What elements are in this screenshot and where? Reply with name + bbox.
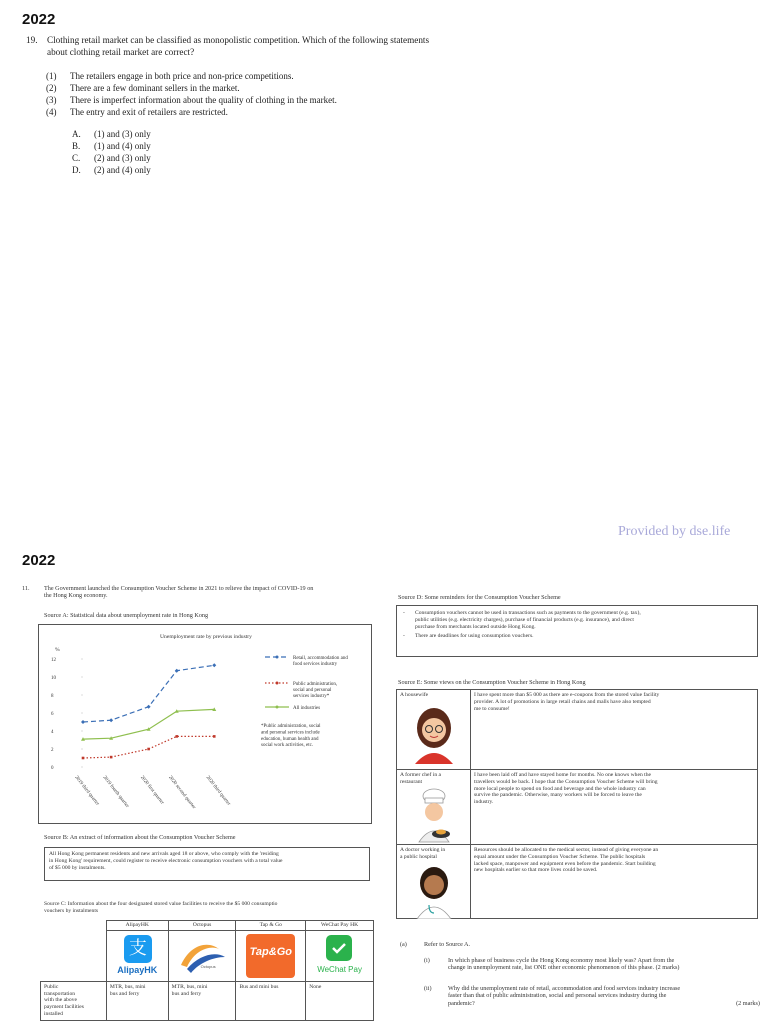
- part-a-ii-line: faster than that of public administration, social and personal services industry during the: [448, 992, 667, 1000]
- header-octopus: Octopus: [168, 921, 236, 931]
- part-a-i-line: In which phase of business cycle the Hong Kong economy most likely was? Apart from the: [448, 957, 675, 964]
- source-d-line: public utilities (e.g. electricity charges), purchase of financial products (e.g. insurance), and direct: [415, 616, 634, 623]
- series-line-2: [83, 709, 214, 739]
- statement-4: [46, 107, 228, 118]
- y-tick-label: 4: [51, 730, 54, 735]
- y-tick-label: 0: [51, 766, 54, 771]
- x-tick-label: 2019 third quarter: [73, 775, 100, 807]
- legend-label-2: All industries: [293, 706, 321, 711]
- question-stem-line2: about clothing retail market are correct?: [47, 46, 195, 57]
- option-text: (2) and (4) only: [94, 165, 151, 175]
- option-text: (1) and (4) only: [94, 141, 151, 151]
- data-point: [82, 757, 85, 760]
- y-tick-label: 12: [51, 658, 56, 663]
- question-11-intro: [22, 585, 382, 600]
- data-point: [175, 669, 179, 673]
- data-point: [109, 718, 113, 722]
- source-d-line: There are deadlines for using consumption vouchers.: [415, 633, 534, 640]
- legend-marker-0: [276, 656, 279, 659]
- source-b-line1: All Hong Kong permanent residents and new arrivals aged 18 or above, who comply with the 'residing: [49, 851, 279, 857]
- cell-octopus: [168, 981, 236, 1020]
- question-stem-line1: Clothing retail market can be classified as monopolistic competition. Which of the following statements: [47, 35, 430, 45]
- view-line: provider. A lot of promotions in large retail chains and malls have also tempted: [474, 698, 651, 705]
- row-label-line: Public: [44, 983, 59, 990]
- source-c-title-line1: Source C: Information about the four designated stored value facilities to receive the $5 000 consumptio: [44, 901, 278, 907]
- alipay-logo-text: AlipayHK: [117, 964, 158, 975]
- data-point: [175, 735, 178, 738]
- statement-text: There is imperfect information about the quality of clothing in the market.: [70, 95, 337, 105]
- source-e-who-chef: [397, 770, 471, 845]
- part-a-i-number: (i): [424, 957, 430, 964]
- row-label-line: transportation: [44, 990, 76, 997]
- statement-2: [46, 83, 240, 94]
- data-point: [212, 663, 216, 667]
- series-line-0: [83, 665, 214, 722]
- source-d-box: [396, 605, 758, 657]
- cell-alipay: [106, 981, 168, 1020]
- octopus-logo-cell: [168, 930, 236, 981]
- view-line: more local people to spend on food and beverage and the whole industry can: [474, 785, 646, 792]
- source-d-title: Source D: Some reminders for the Consumption Voucher Scheme: [398, 594, 561, 601]
- part-a-i-line: change in unemployment rate, list ONE other economic phenomenon of this phase. (2 marks): [448, 964, 680, 972]
- tapgo-logo-text: Tap&Go: [249, 945, 292, 958]
- chart-footnote-line: education, human health and: [261, 736, 319, 742]
- statement-3: [46, 95, 337, 106]
- source-d-item-1: [403, 610, 751, 630]
- data-point: [81, 720, 85, 724]
- source-c-table: [40, 920, 374, 1021]
- option-text: (1) and (3) only: [94, 129, 151, 139]
- source-b-line2: in Hong Kong' requirement, could register to receive electronic consumption vouchers with a total value: [49, 857, 283, 864]
- part-a-ii-line: pandemic?: [448, 999, 475, 1007]
- statement-text: There are a few dominant sellers in the market.: [70, 83, 240, 93]
- cell-line: None: [309, 983, 322, 990]
- wechat-logo-icon: [326, 935, 352, 961]
- chart-footnote-line: *Public administration, social: [261, 724, 321, 729]
- source-d-line: Consumption vouchers cannot be used in transactions such as payments to the government (e.g. tax),: [415, 610, 641, 616]
- cell-line: MTR, bus, mini: [109, 983, 146, 990]
- part-a-ii-last-line: [448, 1000, 760, 1007]
- wechat-logo-cell: [306, 930, 374, 981]
- y-tick-label: 10: [51, 676, 56, 681]
- row-label-line: with the above: [44, 997, 77, 1004]
- chart-footnote-line: and personal services include: [261, 730, 320, 736]
- series-line-1: [83, 736, 214, 758]
- source-e-who-doctor: [397, 845, 471, 919]
- question-19: [26, 35, 496, 58]
- cell-wechat: [306, 981, 374, 1020]
- doctor-avatar-icon: [409, 861, 459, 919]
- question-number: 19.: [26, 35, 38, 45]
- tapgo-logo-icon: [246, 934, 295, 978]
- statement-number: (1): [46, 71, 57, 81]
- source-e-view-chef: [471, 770, 758, 845]
- cell-line: Bus and mini bus: [239, 983, 279, 990]
- y-axis-label: %: [55, 647, 60, 653]
- unemployment-chart: [39, 625, 373, 825]
- source-e-who-housewife: [397, 690, 471, 770]
- statement-number: (3): [46, 95, 57, 105]
- data-point: [110, 756, 113, 759]
- view-line: I have been laid off and have stayed home for months. No one knows when the: [474, 772, 651, 778]
- option-text: (2) and (3) only: [94, 153, 151, 163]
- legend-marker-2: [276, 706, 279, 709]
- view-line: survive the pandemic. Otherwise, many workers will be forced to leave the: [474, 792, 642, 799]
- view-line: travellers would be back. I hope that the Consumption Voucher Scheme will bring: [474, 778, 658, 785]
- housewife-avatar-icon: [409, 702, 459, 764]
- source-e-table: [396, 689, 758, 919]
- source-c-title: [44, 901, 374, 915]
- intro-line2: the Hong Kong economy.: [44, 592, 108, 600]
- statement-text: The entry and exit of retailers are restricted.: [70, 107, 228, 117]
- tapgo-logo-cell: [236, 930, 306, 981]
- source-e-view-doctor: [471, 845, 758, 919]
- statement-number: (4): [46, 107, 57, 117]
- watermark: Provided by dse.life: [618, 524, 731, 539]
- source-c-title-line2: vouchers by instalments: [44, 907, 99, 914]
- cell-line: bus and ferry: [109, 990, 140, 997]
- cell-line: bus and ferry: [171, 990, 202, 997]
- who-line: A former chef in a: [400, 772, 442, 778]
- view-line: new hospitals earlier so that more lives could be saved.: [474, 867, 598, 874]
- who-line: restaurant: [400, 778, 423, 785]
- header-wechat: WeChat Pay HK: [306, 921, 374, 931]
- part-a-ii-marks: (2 marks): [736, 999, 760, 1007]
- part-a-intro: Refer to Source A.: [424, 941, 471, 948]
- part-a-ii-text: [448, 985, 760, 1007]
- view-line: I have spent more than $5 000 as there are e-coupons from the stored value facility: [474, 692, 660, 698]
- legend-marker-1: [276, 682, 279, 685]
- y-tick-label: 8: [51, 694, 54, 699]
- data-point: [147, 748, 150, 751]
- question-11-number: 11.: [22, 585, 30, 592]
- row-label-line: installed: [44, 1010, 63, 1017]
- option-d[interactable]: [72, 165, 151, 176]
- row-label-public-transport: [41, 981, 107, 1020]
- chart-title: Unemployment rate by previous industry: [160, 634, 252, 640]
- chart-footnote-line: social work activities, etc.: [261, 743, 314, 749]
- cell-tapgo: [236, 981, 306, 1020]
- source-e-view-housewife: [471, 690, 758, 770]
- page2-year: 2022: [22, 552, 56, 569]
- page1-year: 2022: [22, 11, 56, 28]
- data-point: [147, 705, 151, 709]
- row-label-line: payment facilities: [44, 1004, 84, 1011]
- intro-line1: The Government launched the Consumption Voucher Scheme in 2021 to relieve the impact of COVID-19 on: [44, 585, 314, 592]
- x-tick-label: 2020 third quarter: [204, 775, 231, 807]
- view-line: lacked space, manpower and equipment even before the pandemic. Start building: [474, 860, 656, 867]
- source-b-line3: of $5 000 by instalments.: [49, 864, 106, 871]
- y-tick-label: 2: [51, 748, 54, 753]
- source-e-title: Source E: Some views on the Consumption Voucher Scheme in Hong Kong: [398, 679, 586, 686]
- option-b[interactable]: [72, 141, 151, 152]
- octopus-logo-text: Octopus: [200, 963, 216, 969]
- part-a-label: (a): [400, 941, 407, 948]
- source-b-title: Source B: An extract of information about the Consumption Voucher Scheme: [44, 834, 236, 841]
- bullet: -: [403, 633, 405, 640]
- empty-cell: [41, 930, 107, 981]
- header-alipay: AlipayHK: [106, 921, 168, 931]
- who-line: a public hospital: [400, 853, 437, 860]
- who-line: A doctor working in: [400, 847, 446, 853]
- option-c[interactable]: [72, 153, 151, 164]
- view-line: equal amount under the Consumption Voucher Scheme. The public hospitals: [474, 853, 646, 860]
- x-tick-label: 2020 first quarter: [139, 775, 165, 806]
- option-a[interactable]: [72, 129, 151, 140]
- part-a-ii-number: (ii): [424, 985, 432, 992]
- view-line: Resources should be allocated to the medical sector, instead of giving everyone an: [474, 847, 659, 853]
- wechat-logo-text: WeChat Pay: [317, 964, 362, 974]
- source-d-line: purchase from merchants located outside Hong Kong.: [415, 623, 536, 630]
- part-a-ii-line: Why did the unemployment rate of retail, accommodation and food services industry increase: [448, 985, 681, 992]
- y-tick-label: 6: [51, 712, 54, 717]
- source-a-chart-frame: [38, 624, 372, 824]
- option-letter: D.: [72, 165, 81, 175]
- source-b-box: [44, 847, 370, 881]
- source-d-item-2: [403, 633, 751, 640]
- legend-label-1: Public administration, social and personal services industry*: [293, 682, 338, 699]
- x-tick-label: 2019 fourth quarter: [101, 775, 130, 809]
- chef-avatar-icon: [409, 786, 459, 844]
- statement-number: (2): [46, 83, 57, 93]
- alipay-logo-icon: 支: [124, 935, 152, 963]
- option-letter: C.: [72, 153, 81, 163]
- part-a-i-text: [448, 957, 760, 972]
- legend-label-0: Retail, accommodation and food services industry: [293, 656, 348, 667]
- cell-line: MTR, bus, mini: [171, 983, 208, 990]
- data-point: [213, 735, 216, 738]
- bullet: -: [403, 610, 405, 616]
- alipay-logo-cell: [106, 930, 168, 981]
- view-line: me to consume!: [474, 705, 510, 712]
- statement-1: [46, 71, 294, 82]
- source-a-title: Source A: Statistical data about unemployment rate in Hong Kong: [44, 612, 209, 619]
- x-tick-label: 2020 second quarter: [167, 775, 197, 811]
- header-tapgo: Tap & Go: [236, 921, 306, 931]
- empty-corner: [41, 921, 107, 931]
- option-letter: A.: [72, 129, 81, 139]
- who-line: A housewife: [400, 692, 429, 698]
- view-line: industry.: [474, 799, 494, 806]
- option-letter: B.: [72, 141, 81, 151]
- statement-text: The retailers engage in both price and non-price competitions.: [70, 71, 294, 81]
